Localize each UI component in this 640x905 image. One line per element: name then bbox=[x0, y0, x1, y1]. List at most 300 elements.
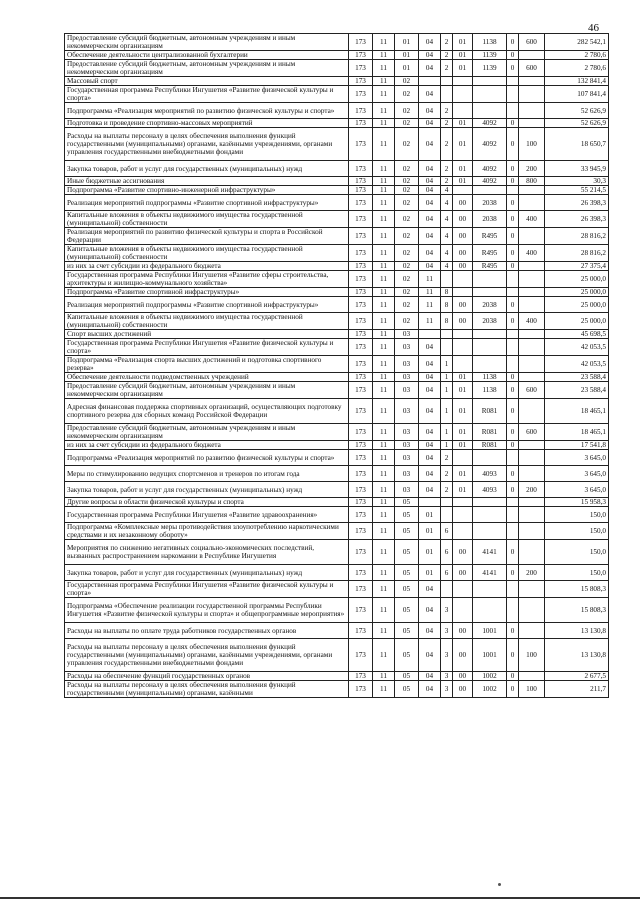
code-rz: 11 bbox=[373, 103, 395, 119]
code-gr: 173 bbox=[349, 356, 373, 373]
code-subprogram: 2 bbox=[441, 466, 453, 482]
table-row bbox=[65, 228, 609, 245]
expense-name: Предоставление субсидий бюджетным, автономным учреждениям и иным некоммерческим организациям bbox=[65, 424, 349, 441]
code-gr: 173 bbox=[349, 482, 373, 498]
code-subprogram: 1 bbox=[441, 373, 453, 382]
expense-name: Расходы на выплаты персоналу в целях обеспечения выполнения функций государственными (муниципальными) органами, казёнными учреждениями, органами управления государственными внебюджетными фондами bbox=[65, 128, 349, 161]
code-subprogram: 2 bbox=[441, 51, 453, 60]
code-program: 11 bbox=[419, 313, 441, 330]
code-direction: R495 bbox=[473, 228, 507, 245]
code-pr: 01 bbox=[395, 60, 419, 77]
amount: 45 698,5 bbox=[545, 330, 609, 339]
code-sub: 0 bbox=[507, 382, 519, 399]
code-pr: 03 bbox=[395, 339, 419, 356]
code-subprogram: 8 bbox=[441, 313, 453, 330]
table-row bbox=[65, 119, 609, 128]
amount: 150,0 bbox=[545, 540, 609, 565]
code-gr: 173 bbox=[349, 623, 373, 639]
code-gr: 173 bbox=[349, 523, 373, 540]
code-sub bbox=[507, 330, 519, 339]
expense-name: Расходы на выплаты по оплате труда работников государственных органов bbox=[65, 623, 349, 639]
code-sub bbox=[507, 598, 519, 623]
code-expense-type bbox=[519, 373, 545, 382]
code-expense-type bbox=[519, 466, 545, 482]
table-row bbox=[65, 313, 609, 330]
code-rz: 11 bbox=[373, 186, 395, 195]
code-program: 04 bbox=[419, 186, 441, 195]
code-rz: 11 bbox=[373, 271, 395, 288]
code-subprogram: 2 bbox=[441, 482, 453, 498]
code-pr: 01 bbox=[395, 51, 419, 60]
code-program: 04 bbox=[419, 441, 441, 450]
code-sub: 0 bbox=[507, 623, 519, 639]
code-gr: 173 bbox=[349, 161, 373, 177]
code-program: 04 bbox=[419, 60, 441, 77]
table-row bbox=[65, 86, 609, 103]
scan-speck bbox=[498, 883, 501, 886]
code-program: 04 bbox=[419, 581, 441, 598]
code-subprogram bbox=[441, 507, 453, 523]
table-row bbox=[65, 186, 609, 195]
code-main-event: 01 bbox=[453, 177, 473, 186]
code-subprogram: 2 bbox=[441, 177, 453, 186]
code-program: 04 bbox=[419, 86, 441, 103]
code-main-event bbox=[453, 450, 473, 466]
code-subprogram: 4 bbox=[441, 228, 453, 245]
code-main-event: 00 bbox=[453, 540, 473, 565]
code-program: 04 bbox=[419, 466, 441, 482]
code-rz: 11 bbox=[373, 161, 395, 177]
code-pr: 05 bbox=[395, 598, 419, 623]
code-subprogram: 4 bbox=[441, 262, 453, 271]
expense-name: Обеспечение деятельности подведомственных учреждений bbox=[65, 373, 349, 382]
code-expense-type: 600 bbox=[519, 424, 545, 441]
code-sub: 0 bbox=[507, 441, 519, 450]
table-row bbox=[65, 339, 609, 356]
expense-name: Обеспечение деятельности централизованной бухгалтерии bbox=[65, 51, 349, 60]
code-expense-type bbox=[519, 51, 545, 60]
code-pr: 03 bbox=[395, 424, 419, 441]
code-gr: 173 bbox=[349, 60, 373, 77]
code-gr: 173 bbox=[349, 373, 373, 382]
table-row bbox=[65, 271, 609, 288]
code-gr: 173 bbox=[349, 540, 373, 565]
code-subprogram: 3 bbox=[441, 639, 453, 672]
code-expense-type bbox=[519, 441, 545, 450]
code-main-event: 00 bbox=[453, 245, 473, 262]
table-row bbox=[65, 103, 609, 119]
amount: 211,7 bbox=[545, 681, 609, 698]
code-rz: 11 bbox=[373, 51, 395, 60]
code-program: 04 bbox=[419, 211, 441, 228]
code-sub bbox=[507, 271, 519, 288]
code-direction bbox=[473, 271, 507, 288]
code-subprogram: 1 bbox=[441, 356, 453, 373]
code-expense-type: 400 bbox=[519, 211, 545, 228]
table-row bbox=[65, 60, 609, 77]
code-expense-type: 100 bbox=[519, 681, 545, 698]
code-sub: 0 bbox=[507, 672, 519, 681]
expense-name: Другие вопросы в области физической культуры и спорта bbox=[65, 498, 349, 507]
code-pr: 03 bbox=[395, 330, 419, 339]
code-gr: 173 bbox=[349, 382, 373, 399]
code-subprogram bbox=[441, 86, 453, 103]
code-program: 04 bbox=[419, 34, 441, 51]
code-program: 04 bbox=[419, 245, 441, 262]
amount: 42 053,5 bbox=[545, 339, 609, 356]
code-direction: 1002 bbox=[473, 672, 507, 681]
code-program: 04 bbox=[419, 598, 441, 623]
code-rz: 11 bbox=[373, 297, 395, 313]
code-direction: 2038 bbox=[473, 211, 507, 228]
code-rz: 11 bbox=[373, 373, 395, 382]
code-expense-type bbox=[519, 271, 545, 288]
code-gr: 173 bbox=[349, 186, 373, 195]
code-main-event bbox=[453, 77, 473, 86]
code-direction: 1001 bbox=[473, 639, 507, 672]
code-expense-type bbox=[519, 119, 545, 128]
code-program: 04 bbox=[419, 119, 441, 128]
code-rz: 11 bbox=[373, 598, 395, 623]
code-program: 04 bbox=[419, 482, 441, 498]
code-direction: 1002 bbox=[473, 681, 507, 698]
code-main-event: 01 bbox=[453, 424, 473, 441]
amount: 30,3 bbox=[545, 177, 609, 186]
code-sub bbox=[507, 186, 519, 195]
code-direction: 1001 bbox=[473, 623, 507, 639]
table-row bbox=[65, 330, 609, 339]
code-pr: 02 bbox=[395, 186, 419, 195]
code-main-event: 00 bbox=[453, 623, 473, 639]
code-expense-type: 200 bbox=[519, 482, 545, 498]
amount: 150,0 bbox=[545, 523, 609, 540]
expense-name: Реализация мероприятий подпрограммы «Развитие спортивной инфраструктуры» bbox=[65, 195, 349, 211]
amount: 282 542,1 bbox=[545, 34, 609, 51]
amount: 17 541,8 bbox=[545, 441, 609, 450]
code-pr: 05 bbox=[395, 623, 419, 639]
code-direction bbox=[473, 598, 507, 623]
code-main-event: 01 bbox=[453, 119, 473, 128]
code-sub: 0 bbox=[507, 482, 519, 498]
code-rz: 11 bbox=[373, 177, 395, 186]
expense-name: Реализация мероприятий по развитию физической культуры и спорта в Российской Федерации bbox=[65, 228, 349, 245]
code-rz: 11 bbox=[373, 540, 395, 565]
amount: 27 375,4 bbox=[545, 262, 609, 271]
code-rz: 11 bbox=[373, 441, 395, 450]
code-main-event bbox=[453, 186, 473, 195]
code-sub bbox=[507, 507, 519, 523]
code-subprogram: 2 bbox=[441, 119, 453, 128]
code-direction: 1138 bbox=[473, 382, 507, 399]
code-pr: 02 bbox=[395, 128, 419, 161]
code-gr: 173 bbox=[349, 34, 373, 51]
code-rz: 11 bbox=[373, 424, 395, 441]
code-main-event: 00 bbox=[453, 262, 473, 271]
code-direction bbox=[473, 339, 507, 356]
code-sub: 0 bbox=[507, 161, 519, 177]
code-direction: 1139 bbox=[473, 51, 507, 60]
table-row bbox=[65, 523, 609, 540]
expense-name: из них за счет субсидии из федерального бюджета bbox=[65, 262, 349, 271]
code-main-event bbox=[453, 356, 473, 373]
code-direction: 4092 bbox=[473, 177, 507, 186]
amount: 2 780,6 bbox=[545, 51, 609, 60]
table-row bbox=[65, 681, 609, 698]
code-rz: 11 bbox=[373, 581, 395, 598]
code-rz: 11 bbox=[373, 623, 395, 639]
code-subprogram: 1 bbox=[441, 399, 453, 424]
code-direction: R081 bbox=[473, 424, 507, 441]
expense-name: Подпрограмма «Реализация мероприятий по развитию физической культуры и спорта» bbox=[65, 450, 349, 466]
code-rz: 11 bbox=[373, 382, 395, 399]
table-row bbox=[65, 482, 609, 498]
code-rz: 11 bbox=[373, 498, 395, 507]
code-direction bbox=[473, 288, 507, 297]
code-gr: 173 bbox=[349, 51, 373, 60]
code-program: 04 bbox=[419, 424, 441, 441]
amount: 2 780,6 bbox=[545, 60, 609, 77]
code-sub: 0 bbox=[507, 540, 519, 565]
code-rz: 11 bbox=[373, 288, 395, 297]
expense-name: Подпрограмма «Реализация спорта высших достижений и подготовка спортивного резерва» bbox=[65, 356, 349, 373]
table-row bbox=[65, 245, 609, 262]
table-row bbox=[65, 598, 609, 623]
code-pr: 05 bbox=[395, 498, 419, 507]
code-expense-type bbox=[519, 77, 545, 86]
code-sub bbox=[507, 498, 519, 507]
code-gr: 173 bbox=[349, 466, 373, 482]
code-subprogram: 3 bbox=[441, 681, 453, 698]
code-program: 04 bbox=[419, 681, 441, 698]
code-expense-type: 400 bbox=[519, 245, 545, 262]
expense-name: Предоставление субсидий бюджетным, автономным учреждениям и иным некоммерческим организациям bbox=[65, 34, 349, 51]
code-subprogram: 4 bbox=[441, 245, 453, 262]
expense-name: Закупка товаров, работ и услуг для государственных (муниципальных) нужд bbox=[65, 161, 349, 177]
code-rz: 11 bbox=[373, 523, 395, 540]
amount: 42 053,5 bbox=[545, 356, 609, 373]
code-rz: 11 bbox=[373, 639, 395, 672]
code-sub: 0 bbox=[507, 424, 519, 441]
code-sub: 0 bbox=[507, 128, 519, 161]
code-direction: 2038 bbox=[473, 195, 507, 211]
code-pr: 05 bbox=[395, 507, 419, 523]
code-gr: 173 bbox=[349, 211, 373, 228]
code-sub: 0 bbox=[507, 399, 519, 424]
code-direction bbox=[473, 103, 507, 119]
code-rz: 11 bbox=[373, 195, 395, 211]
code-sub: 0 bbox=[507, 51, 519, 60]
code-expense-type: 600 bbox=[519, 34, 545, 51]
code-direction: 4092 bbox=[473, 119, 507, 128]
code-gr: 173 bbox=[349, 195, 373, 211]
code-sub: 0 bbox=[507, 262, 519, 271]
table-row bbox=[65, 581, 609, 598]
code-sub: 0 bbox=[507, 681, 519, 698]
code-subprogram: 4 bbox=[441, 186, 453, 195]
code-direction: 4093 bbox=[473, 466, 507, 482]
code-expense-type: 100 bbox=[519, 128, 545, 161]
expense-name: Подпрограмма «Развитие спортивно-инженерной инфраструктуры» bbox=[65, 186, 349, 195]
code-direction bbox=[473, 330, 507, 339]
code-rz: 11 bbox=[373, 34, 395, 51]
table-row bbox=[65, 382, 609, 399]
code-sub: 0 bbox=[507, 228, 519, 245]
code-program: 04 bbox=[419, 623, 441, 639]
code-program: 01 bbox=[419, 523, 441, 540]
code-rz: 11 bbox=[373, 119, 395, 128]
code-main-event: 00 bbox=[453, 672, 473, 681]
code-pr: 03 bbox=[395, 466, 419, 482]
table-row bbox=[65, 128, 609, 161]
code-gr: 173 bbox=[349, 177, 373, 186]
amount: 15 958,3 bbox=[545, 498, 609, 507]
code-expense-type bbox=[519, 86, 545, 103]
amount: 55 214,5 bbox=[545, 186, 609, 195]
code-pr: 02 bbox=[395, 86, 419, 103]
code-sub: 0 bbox=[507, 60, 519, 77]
code-rz: 11 bbox=[373, 86, 395, 103]
code-subprogram: 2 bbox=[441, 103, 453, 119]
code-direction: 1138 bbox=[473, 34, 507, 51]
code-direction: R495 bbox=[473, 245, 507, 262]
table-row bbox=[65, 34, 609, 51]
code-gr: 173 bbox=[349, 245, 373, 262]
code-rz: 11 bbox=[373, 313, 395, 330]
code-rz: 11 bbox=[373, 262, 395, 271]
code-pr: 02 bbox=[395, 245, 419, 262]
table-row bbox=[65, 262, 609, 271]
code-gr: 173 bbox=[349, 330, 373, 339]
code-pr: 05 bbox=[395, 672, 419, 681]
code-direction: R081 bbox=[473, 441, 507, 450]
code-expense-type bbox=[519, 450, 545, 466]
code-subprogram: 4 bbox=[441, 195, 453, 211]
code-sub bbox=[507, 581, 519, 598]
code-pr: 02 bbox=[395, 119, 419, 128]
expense-name: Предоставление субсидий бюджетным, автономным учреждениям и иным некоммерческим организациям bbox=[65, 60, 349, 77]
code-pr: 01 bbox=[395, 34, 419, 51]
code-program: 04 bbox=[419, 382, 441, 399]
code-gr: 173 bbox=[349, 399, 373, 424]
code-pr: 03 bbox=[395, 441, 419, 450]
expense-name: Реализация мероприятий подпрограммы «Развитие спортивной инфраструктуры» bbox=[65, 297, 349, 313]
code-gr: 173 bbox=[349, 228, 373, 245]
code-program bbox=[419, 330, 441, 339]
code-program: 04 bbox=[419, 103, 441, 119]
amount: 15 808,3 bbox=[545, 581, 609, 598]
code-main-event: 00 bbox=[453, 297, 473, 313]
code-direction bbox=[473, 77, 507, 86]
code-subprogram: 1 bbox=[441, 424, 453, 441]
code-gr: 173 bbox=[349, 681, 373, 698]
code-subprogram: 6 bbox=[441, 523, 453, 540]
code-main-event bbox=[453, 271, 473, 288]
expense-name: Государственная программа Республики Ингушетия «Развитие здравоохранения» bbox=[65, 507, 349, 523]
amount: 18 465,1 bbox=[545, 399, 609, 424]
code-main-event: 00 bbox=[453, 565, 473, 581]
code-pr: 02 bbox=[395, 228, 419, 245]
code-subprogram: 3 bbox=[441, 672, 453, 681]
code-subprogram: 4 bbox=[441, 211, 453, 228]
code-expense-type bbox=[519, 598, 545, 623]
expense-name: Капитальные вложения в объекты недвижимого имущества государственной (муниципальной) собственности bbox=[65, 211, 349, 228]
code-sub: 0 bbox=[507, 297, 519, 313]
table-row bbox=[65, 639, 609, 672]
amount: 26 398,3 bbox=[545, 195, 609, 211]
code-pr: 03 bbox=[395, 356, 419, 373]
amount: 28 816,2 bbox=[545, 245, 609, 262]
code-expense-type: 100 bbox=[519, 639, 545, 672]
code-direction: R081 bbox=[473, 399, 507, 424]
code-subprogram: 6 bbox=[441, 565, 453, 581]
code-expense-type bbox=[519, 581, 545, 598]
code-expense-type bbox=[519, 623, 545, 639]
code-program: 04 bbox=[419, 177, 441, 186]
code-program: 04 bbox=[419, 639, 441, 672]
code-sub: 0 bbox=[507, 245, 519, 262]
code-main-event: 00 bbox=[453, 681, 473, 698]
code-gr: 173 bbox=[349, 639, 373, 672]
code-gr: 173 bbox=[349, 598, 373, 623]
amount: 25 000,0 bbox=[545, 297, 609, 313]
code-direction: 4092 bbox=[473, 128, 507, 161]
expense-name: Расходы на обеспечение функций государственных органов bbox=[65, 672, 349, 681]
table-row bbox=[65, 450, 609, 466]
code-program bbox=[419, 77, 441, 86]
code-expense-type bbox=[519, 288, 545, 297]
code-program: 04 bbox=[419, 339, 441, 356]
code-main-event bbox=[453, 339, 473, 356]
code-sub: 0 bbox=[507, 34, 519, 51]
code-direction bbox=[473, 507, 507, 523]
code-pr: 05 bbox=[395, 540, 419, 565]
code-rz: 11 bbox=[373, 399, 395, 424]
code-sub bbox=[507, 356, 519, 373]
code-subprogram bbox=[441, 339, 453, 356]
expense-name: Капитальные вложения в объекты недвижимого имущества государственной (муниципальной) собственности bbox=[65, 245, 349, 262]
code-sub bbox=[507, 77, 519, 86]
code-rz: 11 bbox=[373, 245, 395, 262]
expense-name: Иные бюджетные ассигнования bbox=[65, 177, 349, 186]
code-pr: 03 bbox=[395, 482, 419, 498]
code-direction: 4141 bbox=[473, 565, 507, 581]
code-sub: 0 bbox=[507, 313, 519, 330]
code-rz: 11 bbox=[373, 482, 395, 498]
code-sub: 0 bbox=[507, 177, 519, 186]
code-expense-type: 200 bbox=[519, 565, 545, 581]
code-main-event: 00 bbox=[453, 195, 473, 211]
code-gr: 173 bbox=[349, 581, 373, 598]
code-expense-type bbox=[519, 540, 545, 565]
code-rz: 11 bbox=[373, 211, 395, 228]
code-pr: 02 bbox=[395, 211, 419, 228]
code-sub bbox=[507, 288, 519, 297]
code-direction: 4093 bbox=[473, 482, 507, 498]
code-subprogram: 2 bbox=[441, 128, 453, 161]
code-main-event: 01 bbox=[453, 51, 473, 60]
code-gr: 173 bbox=[349, 450, 373, 466]
code-pr: 05 bbox=[395, 581, 419, 598]
code-direction bbox=[473, 86, 507, 103]
code-main-event: 01 bbox=[453, 34, 473, 51]
code-subprogram bbox=[441, 498, 453, 507]
code-gr: 173 bbox=[349, 288, 373, 297]
code-rz: 11 bbox=[373, 330, 395, 339]
expense-name: Адресная финансовая поддержка спортивных организаций, осуществляющих подготовку спортивного резерва для сборных команд Российской Федерации bbox=[65, 399, 349, 424]
expense-name: Государственная программа Республики Ингушетия «Развитие физической культуры и спорта» bbox=[65, 86, 349, 103]
code-main-event: 00 bbox=[453, 313, 473, 330]
code-subprogram: 8 bbox=[441, 297, 453, 313]
